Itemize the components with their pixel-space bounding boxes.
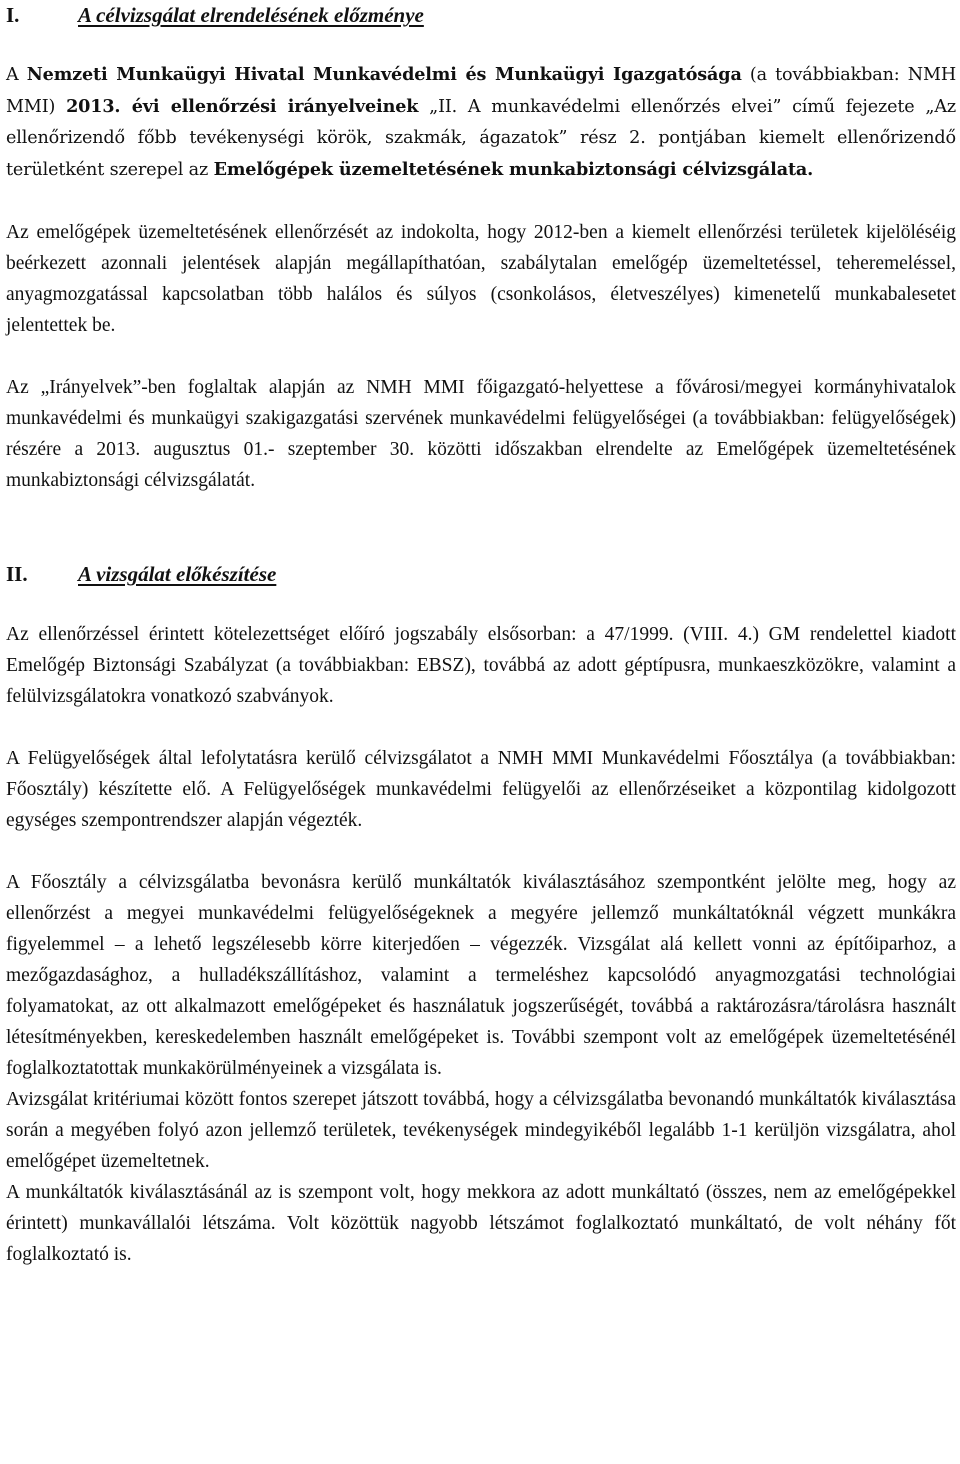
section-1-paragraph-2: Az emelőgépek üzemeltetésének ellenőrzését az indokolta, hogy 2012-ben a kiemelt ellenőrzési területek kijelöléséig beérkezett azonnali jelentések alapján megállapíthatóan, szabálytalan emelőgép üzemeltetéssel, teheremeléssel, anyagmozgatással kapcsolatban több halálos és súlyos (csonkolásos, életveszélyes) kimenetelű munkabalesetet jelentettek be.	[6, 222, 956, 336]
section-2-paragraph-3: A Főosztály a célvizsgálatba bevonásra kerülő munkáltatók kiválasztásához szempontként jelölte meg, hogy az ellenőrzést a megyei munkavédelmi felügyelőségeknek a megyére jellemző munkáltatóknál végzett munkákra figyelemmel – a lehető legszélesebb körre kiterjedően – végezzék. Vizsgálat alá kellett vonni az építőiparhoz, a mezőgazdasághoz, a hulladékszállításhoz, valamint a termeléshez kapcsolódó anyagmozgatási technológiai folyamatokat, az ott alkalmazott emelőgépeket és használatuk jogszerűségét, továbbá a raktározásra/tárolásra használt létesítményekben, kereskedelemben használt emelőgépeket is. További szempont volt az emelőgépek üzemeltetésénél foglalkoztatottak munkakörülményeinek a vizsgálata is.	[6, 872, 956, 1079]
section-2-paragraph-1: Az ellenőrzéssel érintett kötelezettséget előíró jogszabály elsősorban: a 47/1999. (VIII. 4.) GM rendelettel kiadott Emelőgép Biztonsági Szabályzat (a továbbiakban: EBSZ), továbbá az adott géptípusra, munkaeszközökre, valamint a felülvizsgálatokra vonatkozó szabványok.	[6, 624, 956, 707]
section-2-heading	[6, 559, 956, 589]
section-1-paragraph-1: A Nemzeti Munkaügyi Hivatal Munkavédelmi és Munkaügyi Igazgatósága (a továbbiakban: NMH MMI) 2013. évi ellenőrzési irányelveinek „II. A munkavédelmi ellenőrzés elvei” című fejezete „Az ellenőrizendő főbb tevékenységi körök, szakmák, ágazatok” rész 2. pontjában kiemelt ellenőrizendő területként szerepel az Emelőgépek üzemeltetésének munkabiztonsági célvizsgálata.	[6, 64, 957, 180]
section-2-paragraph-2: A Felügyelőségek által lefolytatásra kerülő célvizsgálatot a NMH MMI Munkavédelmi Főosztálya (a továbbiakban: Főosztály) készítette elő. A Felügyelőségek munkavédelmi felügyelői az ellenőrzéseiket a központilag kidolgozott egységes szempontrendszer alapján végezték.	[6, 748, 956, 831]
document-page	[6, 0, 956, 1270]
section-1-heading	[6, 0, 956, 30]
section-2-title: A vizsgálat előkészítése	[78, 562, 277, 586]
section-1-paragraph-3: Az „Irányelvek”-ben foglaltak alapján az NMH MMI főigazgató-helyettese a fővárosi/megyei kormányhivatalok munkavédelmi és munkaügyi szakigazgatási szervének munkavédelmi felügyelőségei (a továbbiakban: felügyelőségek) részére a 2013. augusztus 01.- szeptember 30. közötti időszakban elrendelte az Emelőgépek üzemeltetésének munkabiztonsági célvizsgálatát.	[6, 377, 956, 491]
section-2-number: II.	[6, 562, 28, 586]
section-2-paragraph-4: Avizsgálat kritériumai között fontos szerepet játszott továbbá, hogy a célvizsgálatba bevonandó munkáltatók kiválasztása során a megyében folyó azon jellemző területek, tevékenységek mindegyikéből legalább 1-1 kerüljön vizsgálatra, ahol emelőgépet üzemeltetnek.	[6, 1089, 956, 1172]
section-2-paragraph-5: A munkáltatók kiválasztásánál az is szempont volt, hogy mekkora az adott munkáltató (összes, nem az emelőgépekkel érintett) munkavállalói létszáma. Volt közöttük nagyobb létszámot foglalkoztató munkáltató, de volt néhány főt foglalkoztató is.	[6, 1182, 956, 1265]
section-1-number: I.	[6, 3, 20, 27]
section-1-title: A célvizsgálat elrendelésének előzménye	[78, 3, 424, 27]
